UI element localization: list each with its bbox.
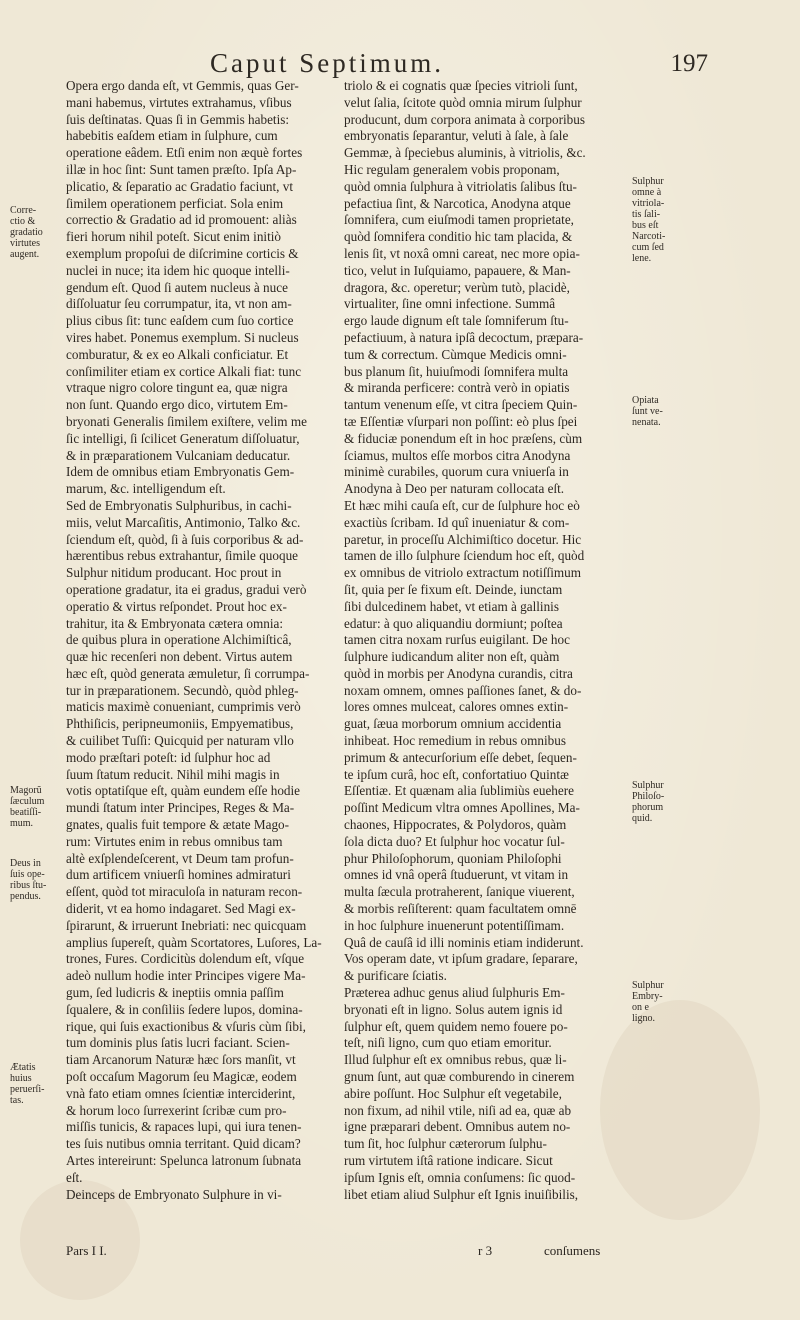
margin-note-left — [10, 785, 62, 829]
text-line: tes ſuis nutibus omnia territant. Quid dicam? — [66, 1136, 301, 1152]
text-line: inhibeat. Hoc remedium in rebus omnibus — [344, 733, 566, 749]
text-line: ſulphure iudicandum aliter non eſt, quàm — [344, 649, 560, 665]
text-line: abire poſſunt. Hoc Sulphur eſt vegetabile, — [344, 1085, 562, 1101]
text-line: marum, &c. intelligendum eſt. — [66, 481, 226, 497]
text-line: poſt occaſum Magorum ſeu Magicæ, eodem — [66, 1069, 297, 1085]
margin-note-line: Sulphur — [632, 980, 664, 991]
text-line: ſomnifera, cum eiuſmodi tamen proprietate, — [344, 212, 574, 228]
text-line: quæ hic recenſeri non debent. Virtus autem — [66, 649, 293, 665]
text-line: maticis maximè conueniant, cumprimis verò — [66, 699, 301, 715]
margin-note-line: ctio & — [10, 216, 36, 227]
text-line: Phthiſicis, peripneumoniis, Empyematibus, — [66, 716, 294, 732]
margin-note-line: tis ſali- — [632, 209, 661, 220]
text-line: tamen citra noxam rurſus euigilant. De hoc — [344, 632, 570, 648]
text-line: hæc eſt, quòd generata æmuletur, ſi corrumpa- — [66, 665, 310, 681]
text-line: ſuis deſtinatas. Quas ſi in Gemmis habetis: — [66, 111, 290, 127]
text-line: Præterea adhuc genus aliud ſulphuris Em- — [344, 985, 565, 1001]
text-line: vtraque nigro colore tingunt ea, quæ nigra — [66, 380, 288, 396]
text-line: vnà fato etiam omnes ſcientiæ interciderint, — [66, 1085, 296, 1101]
text-line: noxam omnem, omnes paſſiones ſanet, & do- — [344, 682, 582, 698]
text-line: tum ſit, hoc ſulphur cæterorum ſulphu- — [344, 1136, 547, 1152]
text-line: diderit, vt ea homo indagaret. Sed Magi ex- — [66, 901, 296, 917]
text-line: paretur, in proceſſu Alchimiſtico docetur. Hic — [344, 531, 582, 547]
text-line: adeò nullum hodie inter Principes vigere Ma- — [66, 968, 306, 984]
text-line: phur Philoſophorum, quoniam Philoſophi — [344, 850, 562, 866]
text-line: Quâ de cauſâ id illi nominis etiam indiderunt. — [344, 934, 584, 950]
margin-note-line: gradatio — [10, 227, 43, 238]
text-line: rum: Virtutes enim in rebus omnibus tam — [66, 833, 283, 849]
text-line: diſſoluatur ſeu corrumpatur, ita, vt non am- — [66, 296, 292, 312]
text-line: Et hæc mihi cauſa eſt, cur de ſulphure hoc eò — [344, 497, 580, 513]
text-line: tum dominis plus ſatis lucri faciant. Scien- — [66, 1035, 290, 1051]
text-line: ſuum ſtatum reducit. Nihil mihi magis in — [66, 766, 280, 782]
margin-note-line: mum. — [10, 818, 34, 829]
text-line: triolo & ei cognatis quæ ſpecies vitrioli ſunt, — [344, 78, 578, 93]
margin-note-line: quid. — [632, 813, 653, 824]
text-line: Idem de omnibus etiam Embryonatis Gem- — [66, 464, 295, 480]
text-line: operatio & virtus reſpondet. Prout hoc ex- — [66, 598, 287, 614]
margin-note-line: nenata. — [632, 417, 661, 428]
margin-note-right — [632, 395, 692, 428]
text-line: Deinceps de Embryonato Sulphure in vi- — [66, 1186, 282, 1202]
text-line: plicatio, & ſeparatio ac Gradatio faciunt, vt — [66, 178, 294, 194]
text-line: Eſſentiæ. Et quænam alia ſublimiùs euehere — [344, 783, 574, 799]
text-line: correctio & Gradatio ad id promouent: aliàs — [66, 212, 297, 228]
margin-note-line: pendus. — [10, 891, 41, 902]
margin-note-right — [632, 780, 692, 824]
text-line: tum & correctum. Cùmque Medicis omni- — [344, 346, 567, 362]
text-line: Sed de Embryonatis Sulphuribus, in cachi- — [66, 497, 292, 513]
text-line: habebitis eaſdem etiam in ſulphure, cum — [66, 128, 278, 144]
text-line: exemplum propoſui de diſcrimine corticis & — [66, 245, 299, 261]
text-line: gnum ſunt, aut quæ comburendo in cinerem — [344, 1069, 575, 1085]
text-line: fieri horum nihil poteſt. Sicut enim initiò — [66, 229, 282, 245]
text-line: embryonatis ſeparantur, veluti à ſale, à ſale — [344, 128, 569, 144]
text-line: amplius ſupereſt, quàm Scortatores, Luſores, La- — [66, 934, 322, 950]
page-number: 197 — [670, 50, 708, 77]
margin-note-line: ribus ſtu- — [10, 880, 47, 891]
catchword: conſumens — [544, 1243, 601, 1258]
text-line: miis, velut Marcaſitis, Antimonio, Talko &c. — [66, 514, 301, 530]
text-line: & horum loco ſurrexerint ſcribæ cum pro- — [66, 1102, 287, 1118]
text-line: mani habemus, virtutes extrahamus, vſibus — [66, 94, 292, 110]
margin-note-left — [10, 1062, 62, 1106]
margin-note-line: Philoſo- — [632, 791, 665, 802]
margin-note-line: bus eſt — [632, 220, 659, 231]
text-line: ipſum Ignis eſt, omnia conſumens: ſic quod- — [344, 1169, 576, 1185]
margin-note-line: omne à — [632, 187, 662, 198]
text-line: & morbis reſiſterent: quam facultatem omnē — [344, 901, 577, 917]
margin-note-line: huius — [10, 1073, 32, 1084]
text-line: modo præſtari poteſt: id ſulphur hoc ad — [66, 749, 271, 765]
text-line: lores omnes mulceat, calores omnes extin- — [344, 699, 569, 715]
text-line: & in præparationem Vulcaniam deducatur. — [66, 447, 291, 463]
text-line: bryonati eſt in ligno. Solus autem ignis id — [344, 1001, 563, 1017]
text-line: exactiùs ſcribam. Id quî inueniatur & com- — [344, 514, 570, 530]
text-line: gum, ſed ludicris & ineptiis omnia paſſim — [66, 985, 284, 1001]
text-line: & miranda perficere: contrà verò in opiatis — [344, 380, 570, 396]
text-line: & purificare ſciatis. — [344, 968, 447, 984]
chapter-title: Caput Septimum. — [210, 48, 444, 78]
text-line: operatione eâdem. Etſi enim non æquè fortes — [66, 145, 303, 161]
margin-note-line: Sulphur — [632, 176, 664, 187]
margin-note-right — [632, 980, 692, 1024]
text-line: chaones, Hippocrates, & Polydoros, quàm — [344, 817, 567, 833]
text-line: rique, qui ſuis exactionibus & vſuris cùm ſibi, — [66, 1018, 306, 1034]
text-line: Gemmæ, à ſpeciebus aluminis, à vitriolis, &c. — [344, 145, 586, 161]
text-line: Vos operam date, vt ipſum gradare, ſeparare, — [344, 951, 578, 967]
text-line: quòd in morbis per Anodyna curandis, citra — [344, 665, 573, 681]
text-line: trahitur, ita & Embryonata cætera omnia: — [66, 615, 283, 631]
margin-note-line: Deus in — [10, 858, 41, 869]
text-line: Opera ergo danda eſt, vt Gemmis, quas Ger- — [66, 78, 299, 93]
text-line: ſpirarunt, & irruerunt Inebriati: nec quicquam — [66, 917, 307, 933]
margin-note-line: cum ſed — [632, 242, 664, 253]
margin-note-line: Sulphur — [632, 780, 664, 791]
text-line: guat, ſæua morborum omnium accidentia — [344, 716, 562, 732]
text-line: gnates, qualis fuit tempore & ætate Mago- — [66, 817, 290, 833]
text-line: hærentibus rebus extrahantur, ſimile quoque — [66, 548, 299, 564]
text-line: ſciamus, multos eſſe morbos citra Anodyna — [344, 447, 571, 463]
text-line: bus planum ſit, huiuſmodi ſomnifera multa — [344, 363, 569, 379]
text-line: ſit, quia per ſe fixum eſt. Deinde, iunctam — [344, 581, 563, 597]
text-line: illæ in hoc ſint: Sunt tamen præſto. Ipſa Ap- — [66, 161, 297, 177]
text-line: eſt. — [66, 1169, 83, 1185]
text-line: Anodyna à Deo per naturam collocata eſt. — [344, 481, 565, 497]
margin-note-right — [632, 176, 692, 264]
text-line: multa ſæcula protraherent, ſanique viuerent, — [344, 884, 575, 900]
text-line: vires habet. Ponemus exemplum. Si nucleus — [66, 329, 299, 345]
margin-note-line: lene. — [632, 253, 652, 264]
text-line: producunt, dum corpora animata à corporibus — [344, 111, 585, 127]
text-line: tæ Eſſentiæ vſurpari non poſſint: eò plus ſpei — [344, 413, 578, 429]
text-line: tur in præparationem. Secundò, quòd phleg- — [66, 682, 299, 698]
left-text-column — [66, 78, 342, 1203]
margin-note-line: ſæculum — [10, 796, 45, 807]
text-line: pefactiuum, à natura ipſâ decoctum, præpara- — [344, 329, 584, 345]
text-line: velut ſalia, ſcitote quòd omnia mirum ſulphur — [344, 94, 582, 110]
margin-note-line: ſunt ve- — [632, 406, 663, 417]
text-line: conſimiliter etiam ex cortice Alkali fiat: tunc — [66, 363, 302, 379]
text-line: & fiduciæ ponendum eſt in hoc præſens, cùm — [344, 430, 583, 446]
text-line: Artes intereirunt: Spelunca latronum ſubnata — [66, 1153, 302, 1168]
signature-mark: Pars I I. — [66, 1243, 107, 1258]
text-line: in hoc ſulphure inuenerunt potentiſſimam. — [344, 917, 565, 933]
margin-note-line: on e — [632, 1002, 649, 1013]
margin-note-line: Ætatis — [10, 1062, 36, 1073]
text-line: teſt, niſi ligno, cum quo etiam emoritur. — [344, 1035, 552, 1051]
paper-stain — [600, 1000, 760, 1220]
text-line: miſſis tunicis, & rapaces lupi, qui iura tenen- — [66, 1119, 302, 1135]
text-line: ſimilem operationem perficiat. Sola enim — [66, 195, 284, 211]
text-line: ſibi dulcedinem habet, vt etiam à gallinis — [344, 598, 559, 614]
text-line: libet etiam aliud Sulphur eſt Ignis inuiſibilis, — [344, 1186, 579, 1202]
text-line: omnes id vnâ operâ ſtuduerunt, vt vitam in — [344, 867, 569, 883]
text-line: ſola dicta duo? Et ſulphur hoc vocatur ſul- — [344, 833, 565, 849]
text-line: dum artificem vniuerſi homines admiraturi — [66, 867, 291, 883]
margin-note-line: beatiſſi- — [10, 807, 42, 818]
text-line: rum virtutem iſtâ ratione indicare. Sicut — [344, 1153, 553, 1168]
margin-note-line: Opiata — [632, 395, 659, 406]
margin-note-line: Embry- — [632, 991, 663, 1002]
text-line: non ſunt. Quando ergo dico, virtutem Em- — [66, 397, 288, 413]
margin-note-line: augent. — [10, 249, 40, 260]
text-line: de quibus plura in operatione Alchimiſticâ, — [66, 632, 292, 648]
text-line: gendum eſt. Quod ſi autem nucleus à nuce — [66, 279, 288, 295]
text-line: quòd omnia ſulphura à vitriolatis ſalibus ſtu- — [344, 178, 577, 194]
margin-note-line: virtutes — [10, 238, 40, 249]
text-line: tantum venenum eſſe, vt citra ſpeciem Quin- — [344, 397, 578, 413]
text-line: ſulphur eſt, quem quidem nemo fouere po- — [344, 1018, 568, 1034]
text-line: ſciendum eſt, quòd, ſi à ſuis corporibus & ad- — [66, 531, 304, 547]
text-line: plius cibus ſit: tunc eaſdem cum ſuo cortice — [66, 313, 294, 329]
text-line: Illud ſulphur eſt ex omnibus rebus, quæ li- — [344, 1052, 567, 1068]
text-line: tiam Arcanorum Naturæ hæc ſors manſit, vt — [66, 1052, 296, 1068]
gathering-signature: r 3 — [478, 1243, 493, 1258]
text-line: Sulphur nitidum producant. Hoc prout in — [66, 565, 282, 581]
text-line: lenis ſit, vt noxâ omni careat, nec more opia- — [344, 245, 580, 261]
margin-note-line: vitriola- — [632, 198, 665, 209]
text-line: & cuilibet Tuſſi: Quicquid per naturam vllo — [66, 733, 294, 749]
text-line: virtualiter, ſine omni infectione. Summâ — [344, 296, 556, 312]
margin-note-line: Narcoti- — [632, 231, 666, 242]
margin-note-line: phorum — [632, 802, 664, 813]
text-line: mundi ſtatum inter Principes, Reges & Ma- — [66, 800, 295, 816]
text-line: tamen de illo ſulphure ſciendum hoc eſt, quòd — [344, 548, 585, 564]
margin-note-line: Corre- — [10, 205, 37, 216]
text-line: ſqualere, & in conſiliis ſedere lupos, domina- — [66, 1001, 303, 1017]
margin-note-line: Magorũ — [10, 785, 42, 796]
text-line: ex omnibus de vitriolo extractum notiſſimum — [344, 565, 581, 581]
margin-note-line: tas. — [10, 1095, 24, 1106]
text-line: eſſent, quòd tot miraculoſa in naturam recon- — [66, 884, 303, 900]
text-line: igne præparari debent. Omnibus autem no- — [344, 1119, 571, 1135]
text-line: minimè curabiles, quorum cura vniuerſa in — [344, 464, 569, 480]
text-line: primum & antecurſorium eſſe debet, ſequen- — [344, 749, 577, 765]
text-line: ſic intelligi, ſi ſcilicet Generatum diſſoluatur, — [66, 430, 300, 446]
text-line: votis optatiſque eſt, quàm eundem eſſe hodie — [66, 783, 301, 799]
text-line: edatur: à quo aliquandiu dormiunt; poſtea — [344, 615, 563, 631]
margin-note-line: peruerſi- — [10, 1084, 45, 1095]
text-line: te ipſum curâ, hoc eſt, confortatiuo Quintæ — [344, 766, 569, 782]
text-line: poſſint Medicum vltra omnes Apollines, Ma- — [344, 800, 580, 816]
text-line: comburatur, & ex eo Alkali conficiatur. Et — [66, 346, 289, 362]
text-line: quòd ſomnifera conditio hic tam placida, & — [344, 229, 573, 245]
text-line: non fixum, ad nihil vtile, niſi ad ea, quæ ab — [344, 1102, 572, 1118]
margin-note-left — [10, 205, 62, 260]
text-line: tico, velut in Iuſquiamo, papauere, & Man- — [344, 262, 571, 278]
text-line: ergo laude dignum eſt tale ſomniferum ſtu- — [344, 313, 569, 329]
margin-note-line: ſuis ope- — [10, 869, 45, 880]
text-line: altè exſplendeſcerent, vt Deum tam profun- — [66, 850, 294, 866]
text-line: Hic regulam generalem vobis proponam, — [344, 161, 560, 177]
text-line: trones, Fures. Cordicitùs dolendum eſt, vſque — [66, 951, 305, 967]
text-line: pefactiua ſint, & Narcotica, Anodyna atque — [344, 195, 571, 211]
text-line: dragora, &c. operetur; verùm tutò, placidè, — [344, 279, 570, 295]
margin-note-line: ligno. — [632, 1013, 656, 1024]
text-line: bryonati Generalis ſimilem exiſtere, velim me — [66, 413, 307, 429]
right-text-column — [344, 78, 606, 1203]
text-line: nuclei in nuce; ita idem hic quoque intelli- — [66, 262, 290, 278]
margin-note-left — [10, 858, 62, 902]
text-line: operatione gradatur, ita ei gradus, gradui verò — [66, 581, 307, 597]
